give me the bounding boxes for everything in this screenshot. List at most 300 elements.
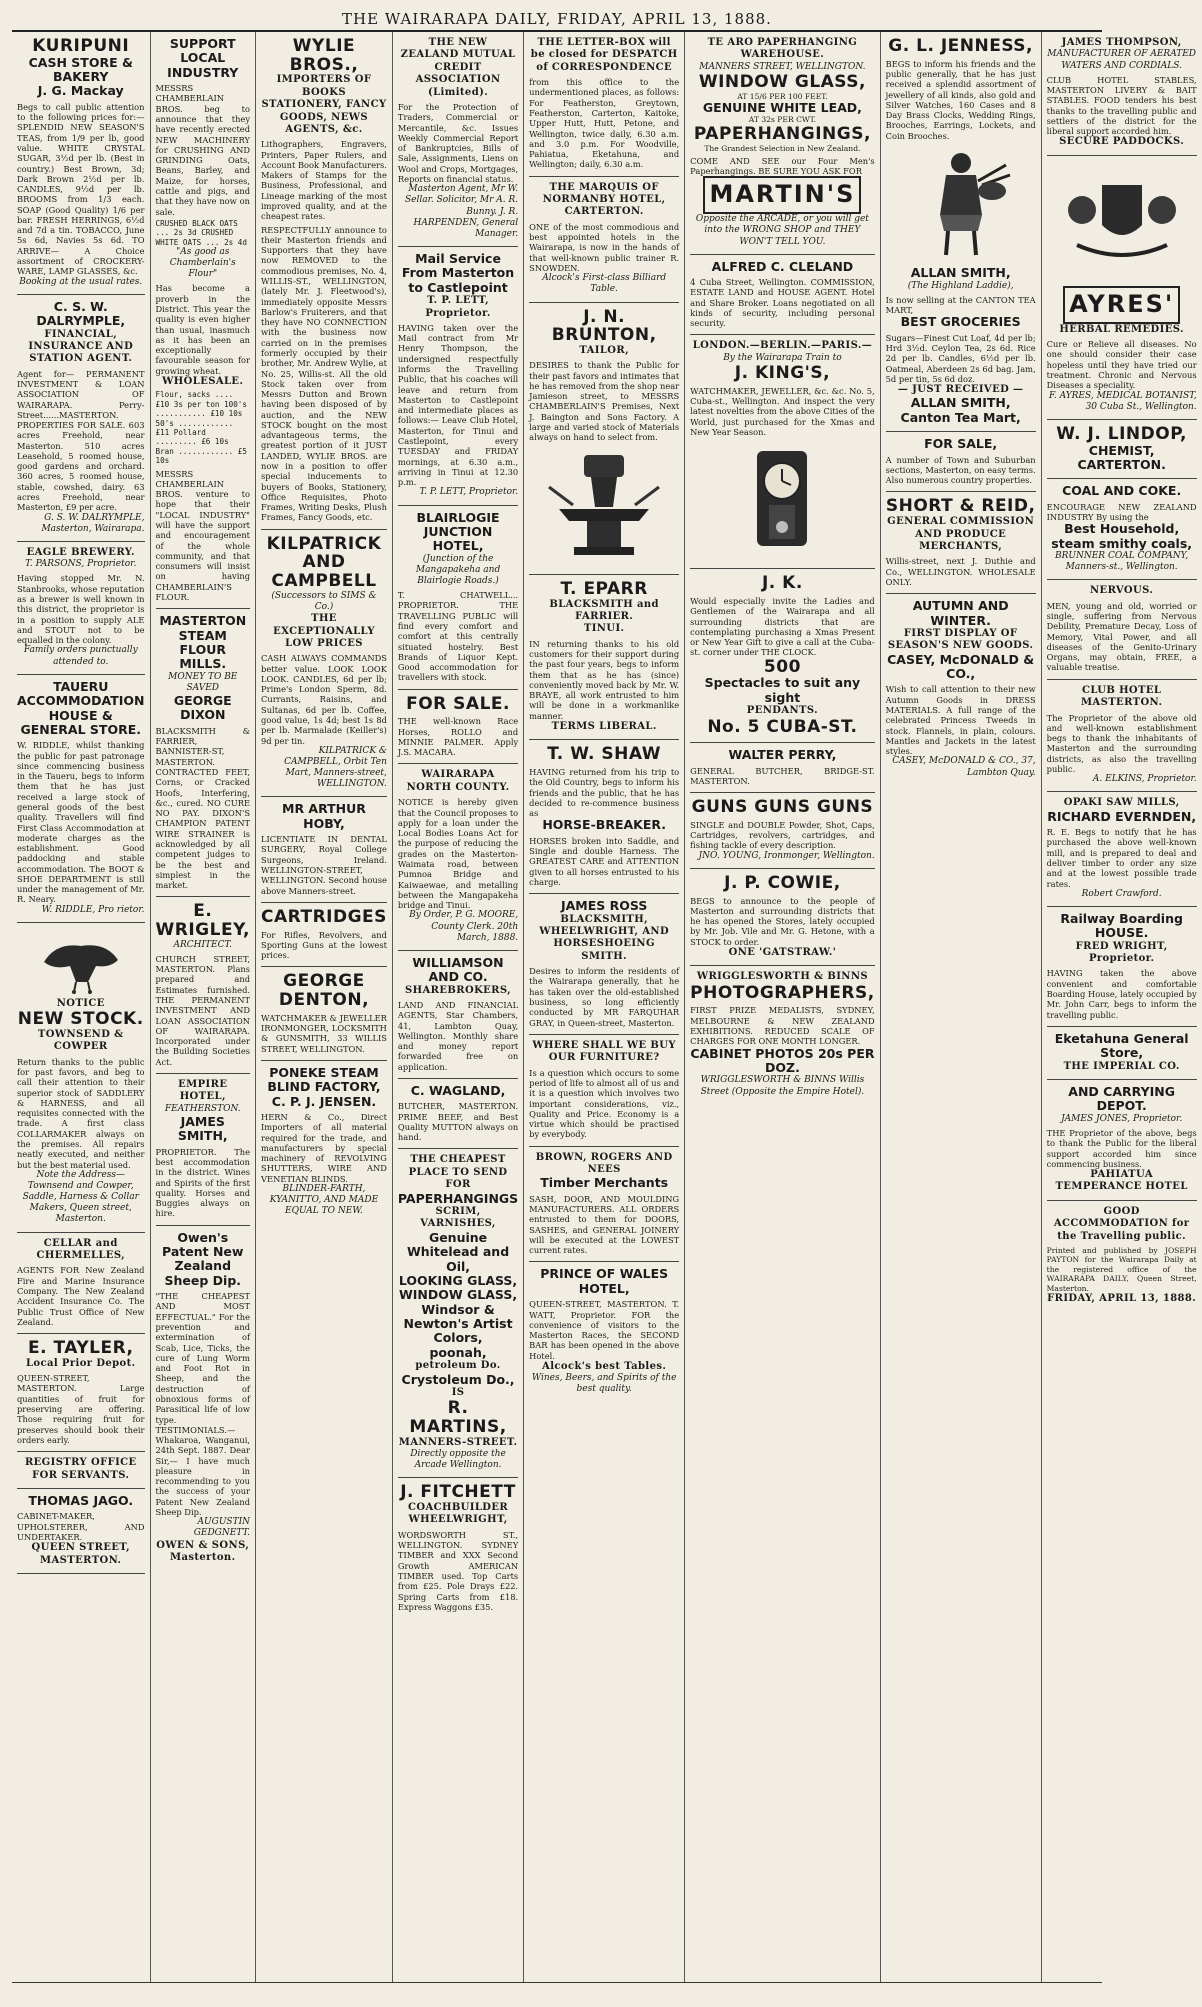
- ad-body: The Proprietor of the above old and well-known establishment begs to thank the inhabitants of Masterton and the surrounding districts, as also the travelling public.: [1046, 712, 1197, 774]
- ad-title: Railway Boarding HOUSE.: [1060, 910, 1183, 941]
- ad-footer: TERMS LIBERAL.: [551, 721, 657, 732]
- ad-body-3: MESSRS CHAMBERLAIN BROS. venture to hope that their "LOCAL INDUSTRY" will have the support and encouragement of the whole community, and that consumers will insist on having CHAMBERLAIN'S FLOUR.: [155, 468, 251, 603]
- ad-body-2: HORSES broken into Saddle, and Single and double Harness. The GREATEST CARE and ATTENTION given to all horses entrusted to his charge.: [529, 835, 680, 887]
- ad-name: Best Household, steam smithy coals,: [1051, 521, 1193, 551]
- ad-subtitle: MANNERS-STREET.: [398, 1436, 518, 1448]
- ad-wagland: [398, 1079, 518, 1150]
- ad-subtitle: CASH STORE & BAKERY: [28, 54, 133, 85]
- ad-body: For Rifles, Revolvers, and Sporting Guns at the lowest prices.: [261, 929, 387, 961]
- ad-subtitle: PHOTOGRAPHERS,: [690, 982, 875, 1003]
- ad-body: 4 Cuba Street, Wellington. COMMISSION, ESTATE LAND and HOUSE AGENT. Hotel and Share Broker. Loans negotiated on all kinds of security, including personal security.: [690, 277, 875, 329]
- ad-body: CHURCH STREET, MASTERTON. Plans prepared and Estimates furnished. THE PERMANENT INVESTMENT AND LOAN ASSOCIATION OF WAIRARAPA. Incorporated under the Building Societies Act.: [155, 953, 251, 1067]
- ad-signature: AUGUSTIN GEDGNETT.: [193, 1517, 251, 1539]
- ad-new-stock: [17, 923, 145, 1233]
- ad-title: SUPPORT LOCAL INDUSTRY: [167, 36, 239, 80]
- ad-body: AGENTS FOR New Zealand Fire and Marine Insurance Company. The New Zealand Accident Insurance Co. The Public Trust Office of New Zealand.: [17, 1265, 145, 1327]
- ad-footer: WRIGGLESWORTH & BINNS Willis Street (Opposite the Empire Hotel).: [700, 1075, 865, 1097]
- ad-list: Sugars—Finest Cut Loaf, 4d per lb; Hrd 3½d. Ceylon Tea, 2s 6d. Rice 2d per lb. Candles, 6½d per lb. Oatmeal, Aberdeen 2s 6d bag. Jam, 5d per tin, 5s 6d doz.: [885, 332, 1036, 384]
- ad-name: C. P. J. JENSEN.: [271, 1093, 377, 1109]
- ad-short-reid: [886, 492, 1036, 594]
- ad-body: A number of Town and Suburban sections, Masterton, on easy terms. Also numerous country properties.: [885, 454, 1036, 486]
- ad-footer: Note the Address— Townsend and Cowper, Saddle, Harness & Collar Makers, Queen street, Masterton.: [22, 1169, 139, 1225]
- column-1: [12, 32, 151, 1982]
- ad-steam-mills: [156, 609, 251, 897]
- ad-title: C. S. W. DALRYMPLE,: [36, 298, 126, 329]
- ad-line-1: WINDOW GLASS,: [698, 71, 866, 92]
- ad-body: ENCOURAGE NEW ZEALAND INDUSTRY By using the: [1046, 501, 1197, 523]
- ad-signature: JNO. YOUNG, Ironmonger, Wellington.: [698, 850, 875, 861]
- ad-body: from this office to the undermentioned places, as follows: For Featherston, Greytown, Featherston, Carterton, Kaitoke, Upper Hutt, Hutt, Petone, and Wellington, twice daily, 6.30 a.m. and 3.0 p.m. For Woodville, Pahiatua, Eketahuna, and Wellington; daily, 6.30 a.m.: [529, 77, 680, 170]
- ad-title: AYRES': [1063, 286, 1180, 324]
- ad-line-5: LOOKING GLASS,: [398, 1272, 518, 1288]
- ad-footer: BLINDER-FARTH, KYANITTO, AND MADE EQUAL TO NEW.: [269, 1184, 379, 1217]
- ad-title: TE ARO PAPERHANGING WAREHOUSE.: [707, 37, 858, 61]
- ad-title: WYLIE BROS.,: [289, 36, 359, 75]
- ad-body: Desires to inform the residents of the Wairarapa generally, that he has taken over the old-established business, so long efficiently conducted by MR FARQUHAR GRAY, in Queen-street, Masterton.: [529, 966, 680, 1028]
- ad-body: T. CHATWELL... PROPRIETOR. THE TRAVELLING PUBLIC will find every comfort and comfort at this centrally situated hostelry. Best Brands of Liquor Kept. Good accommodation for travellers with stock.: [397, 590, 519, 683]
- ad-name: T. P. LETT, Proprietor.: [425, 295, 491, 319]
- ad-body: Would especially invite the Ladies and Gentlemen of the Wairarapa and all surrounding districts that are contemplating purchasing a Xmas Present or New Year Gift to give a call at the Cuba-st. corner under THE CLOCK.: [690, 596, 875, 658]
- ad-quote: "As good as Chamberlain's Flour": [169, 247, 236, 280]
- ad-body: MESSRS CHAMBERLAIN BROS. beg to announce that they have recently erected NEW MACHINERY for CRUSHING AND GRINDING Oats, Beans, Barley, and Maize, for horses, cattle and pigs, and that they have now on sale.: [155, 83, 251, 217]
- ad-footer: Family orders punctually attended to.: [23, 645, 138, 667]
- notice-label: NOTICE: [56, 997, 105, 1009]
- ad-perry: [690, 743, 874, 793]
- ad-label: ALLAN SMITH,: [910, 265, 1011, 281]
- ad-body: LAND AND FINANCIAL AGENTS, Star Chambers, 41, Lambton Quay, Wellington. Monthly share and money report forwarded free on application.: [397, 999, 519, 1072]
- ad-title: FOR SALE,: [924, 436, 998, 452]
- ad-title: CLUB HOTEL MASTERTON.: [1080, 684, 1163, 709]
- ad-title: AND CARRYING DEPOT.: [1068, 1084, 1175, 1114]
- ad-body: NOTICE is hereby given that the Council proposes to apply for a loan under the Local Bodies Loans Act for the purpose of reducing the grades on the Masterton-Waimata road, between Pumnoa Bridge and Kaiwaewae, and metalling between the Mangapakeha bridge and Tinui.: [397, 797, 519, 911]
- price-list: CRUSHED BLACK OATS ... 2s 3d CRUSHED WHITE OATS ... 2s 4d: [155, 218, 247, 247]
- ad-title: PONEKE STEAM BLIND FACTORY,: [267, 1064, 381, 1095]
- ad-body: WATCHMAKER, JEWELLER, &c. &c. No. 5, Cuba-st., Wellington. And inspect the very latest novelties from the above Cities of the World, just purchased for the Xmas and New Year Season.: [690, 385, 875, 437]
- ad-title: Eketahuna General Store,: [1054, 1030, 1189, 1061]
- ad-title: E. TAYLER,: [28, 1338, 134, 1359]
- ad-title: MR ARTHUR HOBY,: [282, 801, 366, 831]
- ad-body: HAVING returned from his trip to the Old Country, begs to inform his friends and the public, that he has decided to re-commence business as: [529, 767, 680, 819]
- ad-subtitle: T. PARSONS, Proprietor.: [25, 559, 137, 570]
- column-2: [151, 32, 257, 1982]
- ad-line-3: PAPERHANGINGS,: [693, 123, 871, 144]
- ad-for-sale-horses: [398, 690, 518, 765]
- ad-address: Canton Tea Mart,: [900, 409, 1021, 425]
- ad-normanby-hotel: [529, 177, 679, 303]
- ad-line-8: poonah,: [429, 1344, 487, 1360]
- ad-lindop: [1047, 420, 1197, 479]
- ad-body: W. RIDDLE, whilst thanking the public for past patronage since commencing business in the Taueru, begs to inform them that he has just received a large stock of general goods of the best quality. Travellers will find First Class Accommodation at moderate charges as the establishment. Good paddocking and stable accommodation. The BOOT & SHOE DEPARTMENT is still under the management of Mr. R. Neary.: [17, 740, 145, 905]
- ad-wrigley: [156, 897, 251, 1074]
- ad-body: FIRST PRIZE MEDALISTS, SYDNEY, MELBOURNE & NEW ZEALAND EXHIBITIONS. REDUCED SCALE OF CHARGES FOR ONE MONTH LONGER.: [690, 1005, 875, 1047]
- ad-line-11: IS: [451, 1386, 465, 1398]
- ad-signature: CASEY, McDONALD & CO., 37, Lambton Quay.: [892, 756, 1036, 778]
- ad-body: HAVING taken the above convenient and comfortable Boarding House, lately occupied by Mr. John Carr, begs to inform the travelling public.: [1046, 968, 1197, 1020]
- ad-subtitle: STEAM FLOUR MILLS.: [178, 627, 227, 672]
- ad-body: Lithographers, Engravers, Printers, Paper Rulers, and Account Book Manufacturers. Makers of Stamps for the Business, Professional, and Lineage marking of the most improved quality, and at the cheapest rates.: [261, 139, 387, 222]
- price-list-2: Flour, sacks .... £10 3s per ton 100's ........... £10 10s 50's ............ £11 Pollard ......... £6 10s Bran ............ £5 10s: [155, 390, 247, 466]
- ad-body: CLUB HOTEL STABLES, MASTERTON LIVERY & BAIT STABLES. FOOD tenders his best thanks to the travelling public and settlers of the district for the liberal support accorded him.: [1046, 74, 1197, 137]
- ad-jago: [17, 1489, 145, 1574]
- ad-ayres: [1047, 156, 1197, 420]
- ad-line-7: Windsor & Newton's Artist Colors,: [403, 1301, 513, 1346]
- ad-title: T. EPARR: [560, 578, 648, 599]
- ad-body: Willis-street, next J. Duthie and Co., WELLINGTON. WHOLESALE ONLY.: [885, 556, 1036, 587]
- ad-title: E. WRIGLEY,: [155, 901, 251, 941]
- ad-nervous: [1047, 580, 1197, 679]
- ad-name: J. G. Mackay: [37, 83, 124, 99]
- ad-title: NEW STOCK.: [17, 1009, 144, 1030]
- ad-footer: Booking at the usual rates.: [19, 276, 143, 287]
- ad-signature: Robert Crawford.: [1081, 888, 1162, 899]
- ad-title: CELLAR and CHERMELLES,: [36, 1237, 125, 1262]
- ad-body: BLACKSMITH & FARRIER, BANNISTER-ST, MASTERTON. CONTRACTED FEET, Corns, or Cracked Hoofs, Interfering, &c., cured. NO CURE NO PAY. DIXON'S CHAMPION PATENT WIRE STRAINER is acknowledged by all competent judges to be the best and simplest in the market.: [155, 725, 251, 891]
- ad-subtitle: (The Highland Laddie),: [907, 280, 1014, 291]
- ad-body: Begs to call public attention to the following prices for:— SPLENDID NEW SEASON'S TEAS, from 1/9 per lb, good value. WHITE CRYSTAL SUGAR, 3½d per lb. (Best in country.) Best Brown, 3d; Dark Brown 2½d per lb. CANDLES, 9½d per lb. BROOMS from 1/3 each. SOAP (Good Quality) 1/6 per bar. FRESH HERRINGS, 6½d and 7d a tin. TOBACCO, June 5s 6d, Navies 5s 6d. TO ARRIVE— A Choice assortment of CROCKERY-WARE, LAMP GLASSES, &c.: [17, 101, 145, 277]
- ad-subtitle: Timber Merchants: [540, 1175, 669, 1191]
- ad-body: Wish to call attention to their new Autumn Goods in DRESS MATERIALS. A full range of the celebrated Princess Tweeds in stock. Flannels, in plain, colours. Mantles and Jackets in the latest styles.: [885, 684, 1036, 757]
- ad-title: LONDON.—BERLIN.—PARIS.—: [692, 340, 873, 352]
- ad-imprint: [1047, 1201, 1197, 1312]
- ad-eketahuna: [1047, 1027, 1197, 1080]
- ad-footer: OWEN & SONS, Masterton.: [156, 1539, 250, 1564]
- price-label: WHOLESALE.: [162, 376, 244, 387]
- column-3: [256, 32, 393, 1982]
- ad-blind-factory: [261, 1061, 387, 1224]
- ad-body: Agent for— PERMANENT INVESTMENT & LOAN ASSOCIATION OF WAIRARAPA. Perry-Street......MASTERTON. PROPERTIES FOR SALE. 603 acres Freehold, near Masterton. 510 acres Leasehold, 5 roomed house, good gardens and orchard. 360 acres, 5 roomed house, stable, cowshed, dairy. 63 acres Freehold, near Masterton, £9 per acre.: [17, 368, 145, 513]
- ad-cleland: [690, 255, 874, 336]
- ad-railway-boarding: [1047, 907, 1197, 1027]
- ad-photographers: [690, 966, 874, 1103]
- ad-title: CARTRIDGES: [261, 906, 387, 927]
- ad-kilpatrick: [261, 530, 387, 798]
- ad-letter-box: [529, 32, 679, 177]
- ad-title: THE MARQUIS OF NORMANBY HOTEL, CARTERTON.: [542, 181, 666, 218]
- ad-shaw: [529, 740, 679, 894]
- ad-for-sale-sections: [886, 432, 1036, 492]
- ad-subtitle: FINANCIAL, INSURANCE AND STATION AGENT.: [28, 328, 134, 365]
- column-8: [1042, 32, 1202, 1982]
- ad-footer: SECURE PADDOCKS.: [1059, 136, 1185, 148]
- ad-body: PROPRIETOR. The best accommodation in the district. Wines and Spirits of the first quality. Horses and Buggies always on hire.: [155, 1146, 251, 1219]
- ad-title: REGISTRY OFFICE FOR SERVANTS.: [24, 1457, 137, 1481]
- ad-guns: [690, 793, 874, 869]
- ad-body: THE Proprietor of the above, begs to thank the Public for the liberal support accorded him since commencing business.: [1046, 1127, 1197, 1169]
- ad-title: J. P. COWIE,: [724, 872, 841, 893]
- ad-signature: G. S. W. DALRYMPLE, Masterton, Wairarapa.: [41, 512, 145, 534]
- ad-line-2: SCRIM,: [435, 1205, 481, 1217]
- ad-subtitle: BLACKSMITH and FARRIER.: [549, 598, 659, 622]
- ad-name: GEORGE DIXON: [173, 693, 232, 723]
- ad-title: EMPIRE HOTEL,: [178, 1078, 228, 1103]
- ad-subtitle: THE IMPERIAL CO.: [1063, 1060, 1180, 1072]
- ad-line-10: Crystoleum Do.,: [401, 1371, 515, 1387]
- ad-body: QUEEN-STREET, MASTERTON. Large quantities of fruit for preserving are offering. Those requiring fruit for preserves should book their orders early.: [17, 1373, 145, 1445]
- saddle-icon: [36, 932, 126, 994]
- ad-title: W. J. LINDOP,: [1056, 423, 1187, 444]
- ad-line-4: Genuine Whitelead and Oil,: [406, 1229, 510, 1274]
- ad-title: J. FITCHETT: [400, 1482, 516, 1503]
- ad-opaki: [1047, 792, 1197, 907]
- ad-name: R. MARTINS,: [409, 1398, 507, 1437]
- ad-title: KURIPUNI: [32, 36, 130, 56]
- ad-body: Is a question which occurs to some period of life to almost all of us and it is a question which involves two important considerations, viz., Quality and Price. Economy is a virtue which should be practised by everybody.: [529, 1067, 680, 1140]
- imprint-text: Printed and published by JOSEPH PAYTON for the Wairarapa Daily at the registered office of the WAIRARAPA DAILY, Queen Street, Masterton.: [1046, 1246, 1197, 1293]
- ad-kuripuni: [17, 32, 145, 295]
- ad-subtitle: MANUFACTURER OF AERATED WATERS AND CORDIALS.: [1047, 49, 1197, 71]
- ad-title: NERVOUS.: [1090, 585, 1154, 597]
- ad-body: COME AND SEE our Four Men's Paperhangings. BE SURE YOU ASK FOR: [690, 155, 875, 177]
- clock-icon: [707, 441, 857, 556]
- ad-body-2: RESPECTFULLY announce to their Masterton friends and Supporters that they have now REMOVED to the commodious premises, No. 4, WILLIS-ST., WELLINGTON, (lately Mr. J. Fleetwood's), immediately opposite Messrs Barlow's Fruiterers, and that they have NO CONNECTION with the business now carried on in the premises formerly occupied by their brother, Mr. Andrew Wylie, at No. 25, Willis-st. All the old Stock taken over from Messrs Dutton and Brown having been disposed of by auction, and the NEW STOCK bought on the most advantageous terms, the greatest portion of it JUST LANDED, WYLIE BROS. are now in a position to offer special inducements to buyers of Books, Stationery, Office Requisites, Photo Frames, Writing Desks, Plush Frames, Fancy Goods, etc.: [261, 224, 387, 523]
- ad-subtitle: MANNERS STREET, WELLINGTON.: [699, 61, 866, 72]
- ad-cowie: [690, 869, 874, 966]
- ad-line-3-sub: The Grandest Selection in New Zealand.: [704, 143, 861, 153]
- ad-tagline: MONEY TO BE SAVED: [168, 671, 238, 693]
- ad-fitchett: [398, 1478, 518, 1618]
- ad-signature: A. ELKINS, Proprietor.: [1092, 774, 1197, 785]
- ad-subtitle: BLACKSMITH, WHEELWRIGHT, AND HORSESHOEING SMITH.: [539, 913, 670, 962]
- ad-footer: Alcock's First-class Billiard Table.: [542, 273, 667, 295]
- ad-subtitle: Local Prior Depot.: [25, 1357, 136, 1369]
- ad-title: THE LETTER-BOX will be closed for DESPATCH of CORRESPONDENCE: [530, 37, 678, 73]
- ad-body: HAVING taken over the Mail contract from Mr Henry Thompson, the undersigned respectfully informs the Travelling Public, that his coaches will leave and return from Masterton to Castlepoint and intermediate places as follows:— Leave Club Hotel, Masterton, for Tinui and Castlepoint, every TUESDAY and FRIDAY mornings, at 6.30 a.m., arriving in Tinui at 12.30 p.m.: [397, 322, 519, 488]
- ad-subtitle: SHAREBROKERS,: [405, 984, 512, 996]
- ad-local-industry: [156, 32, 251, 609]
- ad-tagline: THE EXCEPTIONALLY LOW PRICES: [273, 613, 375, 649]
- ad-title: BLAIRLOGIE JUNCTION HOTEL,: [416, 509, 500, 554]
- ad-body: Cure or Relieve all diseases. No one should consider their case hopeless until they have tried our treatment. Chronic and Nervous Diseases a speciality.: [1046, 339, 1197, 391]
- ad-body: ONE of the most commodious and best appointed hotels in the Wairarapa, is now in the hands of that well-known public trainer R. SNOWDEN.: [529, 221, 680, 273]
- ad-footer: Opposite the ARCADE, or you will get into the WRONG SHOP and THEY WON'T TELL YOU.: [695, 214, 869, 247]
- ad-registry: [17, 1452, 145, 1489]
- ad-blairlogie: [398, 506, 518, 690]
- ad-signature: Masterton Agent, Mr W. Sellar. Solicitor, Mr A. R. Bunny. J. R. HARPENDEN, General Manager.: [404, 184, 519, 239]
- ad-body: DESIRES to thank the Public for their past favors and intimates that he has removed from the shop near Jamieson street, to MESSRS CHAMBERLAIN'S Premises, Next J. Baington and Sons Factory. A large and varied stock of Materials always on hand to select from.: [529, 360, 680, 443]
- ad-body: BEGS to announce to the people of Masterton and surrounding districts that he has opened the Stores, lately occupied by Mr. Job. Vile and Mr. G. Hetone, with a STOCK to order.: [690, 895, 875, 947]
- column-4: [393, 32, 524, 1982]
- ad-body: GENERAL BUTCHER, BRIDGE-ST. MASTERTON.: [690, 765, 875, 786]
- ad-signature: F. AYRES, MEDICAL BOTANIST, 30 Cuba St., Wellington.: [1049, 390, 1197, 412]
- ad-denton: [261, 967, 387, 1061]
- ad-eagle-brewery: [17, 542, 145, 675]
- ad-mail-service: [398, 247, 518, 506]
- ad-tagline: TINUI.: [583, 623, 625, 635]
- ad-line-9: petroleum Do.: [415, 1360, 501, 1372]
- ad-title: J. K.: [761, 573, 803, 594]
- ad-title: THOMAS JAGO.: [28, 1492, 134, 1508]
- ad-title: TAUERU ACCOMMODATION HOUSE & GENERAL STORE.: [17, 678, 145, 737]
- ad-body: THE well-known Race Horses, ROLLO and MINNIE PALMER. Apply J.S. MACARA.: [397, 716, 519, 758]
- ad-body: Having stopped Mr. N. Stanbrooks, whose reputation as a brewer is well known in this district, the proprietor is in a position to supply ALE and STOUT not to be equalled in the colony.: [17, 573, 145, 646]
- ad-ross: [529, 894, 679, 1035]
- ad-te-aro: [690, 32, 874, 255]
- ad-dalrymple: [17, 295, 145, 542]
- ad-footer: — JUST RECEIVED —: [897, 384, 1024, 396]
- ad-title: THE CHEAPEST PLACE TO SEND FOR: [408, 1154, 508, 1191]
- ad-footer: Wines, Beers, and Spirits of the best quality.: [531, 1373, 677, 1395]
- ad-name: MARTIN'S: [703, 176, 861, 214]
- ad-body: QUEEN-STREET, MASTERTON. T. WATT, Proprietor. FOR the convenience of visitors to the Masterton Races, the SECOND BAR has been opened in the above Hotel.: [529, 1299, 680, 1361]
- ad-club-hotel: [1047, 680, 1197, 793]
- ad-title: MASTERTON: [159, 613, 247, 629]
- ad-line-2-sub: AT 32s PER CWT.: [748, 115, 817, 125]
- ad-body: HERN & Co., Direct Importers of all material required for the trade, and manufacturers by special machinery of REVOLVING SHUTTERS, WIRE AND VENETIAN BLINDS.: [261, 1112, 387, 1184]
- ad-subtitle: Spectacles to suit any sight: [704, 675, 861, 705]
- ad-title: JAMES ROSS: [560, 898, 648, 914]
- ad-title: SHORT & REID,: [885, 496, 1036, 517]
- imprint-date: FRIDAY, APRIL 13, 1888.: [1047, 1293, 1197, 1305]
- ad-subtitle: TOWNSEND & COWPER: [37, 1028, 124, 1053]
- ad-martins-cheapest: [398, 1149, 518, 1478]
- ad-title: WALTER PERRY,: [728, 747, 837, 763]
- ad-title: FOR SALE.: [406, 693, 510, 714]
- column-5: [524, 32, 685, 1982]
- ad-line-1: PAPERHANGINGS: [397, 1190, 519, 1206]
- ad-address: No. 5 CUBA-ST.: [707, 716, 858, 737]
- masthead: THE WAIRARAPA DAILY, FRIDAY, APRIL 13, 1888.: [12, 6, 1102, 32]
- ad-signature: KILPATRICK & CAMPBELL, Orbit Ten Mart, Manners-street, WELLINGTON.: [284, 745, 387, 790]
- ad-subtitle: (Successors to SIMS & Co.): [271, 590, 377, 612]
- ad-jk: [690, 569, 874, 743]
- ad-title: GEORGE DENTON,: [278, 971, 370, 1011]
- ad-county-notice: [398, 764, 518, 950]
- ad-eparr: [529, 575, 679, 741]
- ad-title: ALFRED C. CLELAND: [711, 258, 854, 274]
- ad-body: LICENTIATE IN DENTAL SURGERY, Royal College Surgeons, Ireland. WELLINGTON-STREET, WELLINGTON. Second house above Manners-street.: [261, 834, 387, 896]
- ad-title: BROWN, ROGERS AND NEES: [535, 1151, 673, 1176]
- ad-thompson: [1047, 32, 1197, 156]
- ad-line-6: WINDOW GLASS,: [398, 1287, 518, 1303]
- ad-subtitle: FEATHERSTON.: [164, 1103, 241, 1114]
- ad-body: For the Protection of Traders, Commercial or Mercantile, &c. Issues Weekly Commercial Report of Bankruptcies, Bills of Sale, Assignments, Liens on Wool and Crops, Mortgages, Reports on financial status.: [397, 101, 519, 184]
- ad-title: WRIGGLESWORTH & BINNS: [696, 971, 868, 983]
- ad-carrying-depot: [1047, 1080, 1197, 1201]
- ad-title: T. W. SHAW: [547, 744, 662, 765]
- ad-body: SASH, DOOR, AND MOULDING MANUFACTURERS. ALL ORDERS entrusted to them for DOORS, SASHES, and GENERAL JOINERY will be executed at the LOWEST current rates.: [529, 1193, 680, 1256]
- ad-empire-hotel: [156, 1074, 251, 1226]
- ad-autumn-winter: [886, 594, 1036, 785]
- ad-footer: BRUNNER COAL COMPANY, Manners-st., Wellington.: [1055, 551, 1189, 573]
- columns: [12, 32, 1197, 1983]
- ad-hoby: [261, 797, 387, 902]
- ad-title: COAL AND COKE.: [1062, 483, 1182, 499]
- ad-body: MEN, young and old, worried or single, suffering from Nervous Debility, Premature Decay, Loss of Memory, Vital Power, and all diseases of the Genito-Urinary Organs, may obtain, FREE, a valuable treatise.: [1046, 600, 1197, 673]
- ad-body: "THE CHEAPEST AND MOST EFFECTUAL." For the prevention and extermination of Scab, Lice, Ticks, the cure of Lung Worm and Foot Rot in Sheep, and the destruction of obnoxious forms of Parasitical life of low type. TESTIMONIALS.— Whakaroa, Wanganui, 24th Sept. 1887. Dear Sir,— I have much pleasure in recommending to you the success of your Patent New Zealand Sheep Dip.: [155, 1291, 251, 1518]
- column-6: [685, 32, 880, 1982]
- ad-title: C. WAGLAND,: [410, 1082, 506, 1098]
- ad-footer: QUEEN STREET, MASTERTON.: [31, 1542, 131, 1566]
- ad-name: JAMES SMITH,: [177, 1113, 228, 1144]
- ad-title: G. L. JENNESS,: [888, 36, 1034, 56]
- ad-label: 500: [763, 656, 801, 677]
- ad-name: CASEY, McDONALD & CO.,: [887, 651, 1035, 682]
- ad-title: JAMES THOMPSON,: [1061, 37, 1182, 48]
- ad-title: J. N. BRUNTON,: [551, 306, 657, 346]
- ad-title: OPAKI SAW MILLS,: [1063, 797, 1180, 809]
- ad-title: Owen's Patent New Zealand Sheep Dip.: [162, 1229, 244, 1288]
- ad-taueru-house: [17, 675, 145, 923]
- blacksmith-anvil-icon: [529, 447, 679, 562]
- ad-title: EAGLE BREWERY.: [26, 546, 135, 558]
- ad-cartridges: [261, 903, 387, 968]
- ad-name: RICHARD EVERNDEN,: [1047, 808, 1197, 824]
- ad-title: WILLIAMSON AND CO.: [412, 954, 504, 985]
- ad-line-2: GENUINE WHITE LEAD,: [702, 100, 862, 116]
- ad-signature: By Order, P. G. MOORE, County Clerk. 20th March, 1888.: [409, 910, 519, 943]
- ad-prince-of-wales: [529, 1262, 679, 1401]
- ad-heading: BEST GROCERIES: [900, 314, 1021, 330]
- ad-body: IN returning thanks to his old customers for their support during the past four years, begs to inform them that as he has (since) conveniently moved back by Mr. W. BRAYE, all work entrusted to him will be done in a workmanlike manner.: [529, 638, 680, 721]
- ad-footer: PAHIATUA TEMPERANCE HOTEL: [1055, 1169, 1188, 1193]
- ad-subtitle: HERBAL REMEDIES.: [1059, 323, 1184, 335]
- ad-title: GUNS GUNS GUNS: [691, 797, 874, 818]
- ad-body-2: Has become a proverb in the District. This year the quality is even higher than usual, inasmuch as it has been an exceptionally favourable season for growing wheat.: [155, 283, 251, 376]
- ad-king: [690, 335, 874, 569]
- ad-title: PRINCE OF WALES HOTEL,: [540, 1266, 669, 1296]
- highland-piper-icon: [886, 145, 1036, 260]
- ad-body-2: Is now selling at the CANTON TEA MART,: [885, 294, 1036, 316]
- ad-williamson: [398, 951, 518, 1079]
- ad-title: WAIRARAPA NORTH COUNTY.: [406, 769, 510, 793]
- ad-name: FRED WRIGHT, Proprietor.: [1075, 940, 1168, 965]
- ad-line-1: ONE 'GATSTRAW.': [728, 947, 837, 958]
- ad-body: BEGS to inform his friends and the public generally, that he has just received a splendid assortment of jewellery of all kinds, also gold and Silver Watches, 160 Cases and 8 Day Brass Clocks, Wedding Rings, Brooches, Earrings, Lockets, and Coin Brooches.: [885, 58, 1036, 141]
- ad-subtitle: By the Wairarapa Train to: [723, 352, 842, 363]
- ad-tayler: [17, 1334, 145, 1452]
- ad-footer: PENDANTS.: [746, 705, 819, 717]
- ad-subtitle: TAILOR,: [579, 344, 629, 356]
- ad-furniture: [529, 1035, 679, 1147]
- ad-jenness: [886, 32, 1036, 432]
- ad-agents: [17, 1233, 145, 1334]
- ad-title: AUTUMN AND WINTER.: [912, 598, 1009, 628]
- ad-name: ALLAN SMITH,: [910, 395, 1011, 411]
- ad-footer: Directly opposite the Arcade Wellington.: [410, 1449, 506, 1471]
- ad-subtitle: Alcock's best Tables.: [542, 1360, 667, 1372]
- ad-subtitle: COACHBUILDER WHEELWRIGHT,: [407, 1502, 509, 1526]
- ad-wylie-bros: [261, 32, 387, 530]
- ad-subtitle: HORSE-BREAKER.: [542, 817, 666, 833]
- ad-title: KILPATRICK AND CAMPBELL: [266, 533, 382, 592]
- ad-name: J. KING'S,: [734, 363, 831, 384]
- ad-line-3: VARNISHES,: [420, 1218, 496, 1230]
- ad-title: GOOD ACCOMMODATION for the Travelling public.: [1053, 1205, 1190, 1242]
- ad-body: Return thanks to the public for past favors, and beg to call their attention to their superior stock of SADDLERY & HARNESS, and all requisites connected with the trade. A first class COLLARMAKER always on the premises. All repairs neatly executed, and neither but the best material used.: [17, 1056, 145, 1170]
- ad-line-1: CABINET PHOTOS 20s PER DOZ.: [690, 1045, 875, 1075]
- ad-subtitle: ARCHITECT.: [173, 939, 233, 950]
- ad-body: SINGLE and DOUBLE Powder, Shot, Caps, Cartridges, revolvers, cartridges, and fishing tackle of every description.: [690, 819, 875, 851]
- ad-subtitle: IMPORTERS OF BOOKS STATIONERY, FANCY GOODS, NEWS AGENTS, &c.: [261, 74, 387, 135]
- ad-body: WORDSWORTH ST., WELLINGTON. SYDNEY TIMBER and XXX Second Growth AMERICAN TIMBER used. Top Carts from £25. Pole Drays £22. Spring Carts from £18. Express Waggons £35.: [397, 1529, 519, 1612]
- ad-subtitle: CHEMIST, CARTERTON.: [1077, 442, 1166, 472]
- ad-coal: [1047, 479, 1197, 580]
- ad-title: WHERE SHALL WE BUY OUR FURNITURE?: [532, 1039, 676, 1064]
- ad-body: CABINET-MAKER, UPHOLSTERER, AND UNDERTAKER.: [17, 1511, 145, 1542]
- ad-brunton: [529, 303, 679, 575]
- ad-subtitle: (Junction of the Mangapakeha and Blairlogie Roads.): [415, 553, 501, 586]
- ad-body: WATCHMAKER & JEWELLER IRONMONGER, LOCKSMITH & GUNSMITH, 33 WILLIS STREET, WELLINGTON.: [261, 1012, 387, 1054]
- coat-of-arms-icon: [1047, 165, 1197, 280]
- ad-body: BUTCHER, MASTERTON. PRIME BEEF, and Best Quality MUTTON always on hand.: [397, 1101, 519, 1143]
- ad-line-1-sub: AT 15/6 PER 100 FEET.: [737, 91, 828, 101]
- ad-subtitle: GENERAL COMMISSION AND PRODUCE MERCHANTS,: [887, 516, 1035, 552]
- ad-sheep-dip: [156, 1226, 251, 1571]
- ad-title: Mail Service From Masterton to Castlepoint: [401, 250, 515, 295]
- ad-mutual-credit: [398, 32, 518, 247]
- column-7: [881, 32, 1042, 1982]
- ad-signature: W. RIDDLE, Pro rietor.: [41, 904, 145, 915]
